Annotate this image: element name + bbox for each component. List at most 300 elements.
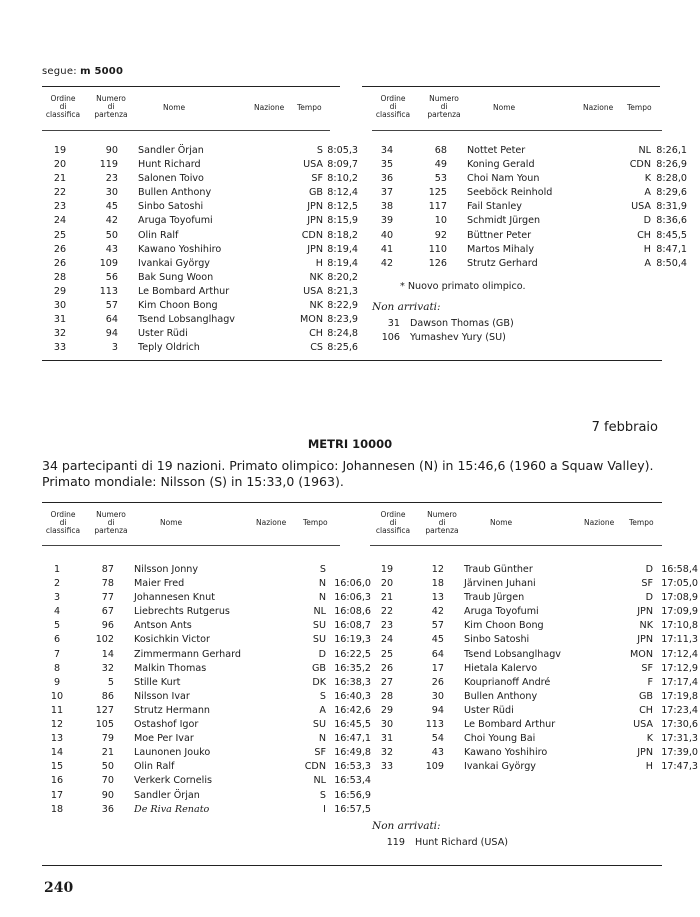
rank-cell: 10 <box>50 690 64 702</box>
rank-cell: 1 <box>53 564 61 575</box>
start-number-cell: 21 <box>101 747 114 759</box>
header-line: di <box>107 518 115 527</box>
header-line: di <box>440 102 448 111</box>
athlete-name-cell: Kawano Yoshihiro <box>138 243 222 255</box>
header-ordine <box>372 511 414 535</box>
nation-cell: K <box>646 733 653 745</box>
athlete-name-cell: Ivankai György <box>138 257 210 269</box>
start-number-cell: 14 <box>101 648 114 660</box>
nation-cell: MON <box>299 314 323 326</box>
time-cell: 8:25,6 <box>327 342 358 354</box>
time-cell: 8:47,1 <box>656 243 687 255</box>
header-line: classifica <box>45 526 81 535</box>
time-cell: 8:12,4 <box>327 187 358 199</box>
table-top-rule <box>42 86 340 87</box>
start-number-cell: 45 <box>105 201 118 213</box>
rank-cell: 37 <box>380 187 394 199</box>
nation-cell: S <box>316 145 323 156</box>
start-number-cell: 54 <box>431 733 444 745</box>
rank-cell: 19 <box>380 564 394 575</box>
nation-cell: DK <box>312 676 326 688</box>
rank-cell: 34 <box>380 145 394 156</box>
nation-cell: NL <box>313 606 326 618</box>
start-number-cell: 43 <box>105 243 118 255</box>
nation-cell: NK <box>309 300 323 312</box>
header-line: Numero <box>96 94 126 103</box>
table-row <box>372 257 687 271</box>
nation-cell: JPN <box>307 215 323 227</box>
table-row <box>372 591 698 605</box>
nation-cell: N <box>318 592 326 604</box>
page-bottom-rule <box>42 865 662 866</box>
dnf-entry <box>383 837 508 848</box>
time-cell: 8:45,5 <box>656 229 687 241</box>
table-row <box>42 214 358 228</box>
rank-cell: 39 <box>380 215 394 227</box>
start-number-cell: 49 <box>434 159 447 171</box>
rank-cell: 21 <box>380 592 394 604</box>
start-number-cell: 110 <box>428 243 447 255</box>
nation-cell: NL <box>313 775 326 787</box>
rank-cell: 42 <box>380 257 394 269</box>
start-number-cell: 45 <box>431 634 444 646</box>
rank-cell: 28 <box>53 271 67 283</box>
header-line: di <box>59 518 67 527</box>
header-bottom-rule <box>370 545 662 546</box>
athlete-name-cell: Le Bombard Arthur <box>464 719 556 731</box>
start-number-cell: 109 <box>425 761 444 773</box>
start-number-cell: 78 <box>101 578 114 590</box>
header-line: classifica <box>45 110 81 119</box>
table-row <box>372 633 698 647</box>
time-cell: 17:47,3 <box>661 761 698 773</box>
time-cell: 16:47,1 <box>334 733 371 745</box>
athlete-name-cell: Sandler Örjan <box>134 789 200 801</box>
header-line: Ordine <box>380 94 406 103</box>
header-numero <box>90 511 132 535</box>
start-number-cell: 12 <box>431 564 444 575</box>
athlete-name-cell: Ivankai György <box>464 761 536 773</box>
start-number-cell: 119 <box>99 159 118 171</box>
rank-cell: 38 <box>380 201 394 213</box>
nation-cell: JPN <box>637 747 653 759</box>
table-row <box>42 648 371 662</box>
athlete-name-cell: Bullen Anthony <box>138 187 212 199</box>
start-number-cell: 94 <box>431 704 444 716</box>
table-top-rule <box>42 502 662 503</box>
nation-cell: USA <box>303 285 323 297</box>
table-row <box>42 662 371 676</box>
table-row <box>372 732 698 746</box>
header-line: Ordine <box>50 94 76 103</box>
nation-cell: D <box>645 592 653 604</box>
nation-cell: CH <box>309 328 323 340</box>
rank-cell: 23 <box>380 620 394 632</box>
athlete-name-cell: Tsend Lobsanglhagv <box>464 648 561 660</box>
rank-cell: 16 <box>50 775 64 787</box>
athlete-name-cell: Fail Stanley <box>467 201 522 213</box>
start-number-cell: 96 <box>101 620 114 632</box>
athlete-name-cell: Johannesen Knut <box>134 592 215 604</box>
rank-cell: 13 <box>50 733 64 745</box>
time-cell: 8:50,4 <box>656 257 687 269</box>
table-row <box>42 605 371 619</box>
header-nome: Nome <box>160 518 183 527</box>
rank-cell: 18 <box>50 803 64 815</box>
header-nome: Nome <box>163 103 186 112</box>
time-cell <box>326 563 371 577</box>
header-line: di <box>107 102 115 111</box>
nation-cell: N <box>318 578 326 590</box>
start-number-cell: 90 <box>105 145 118 156</box>
athlete-name-cell: Seeböck Reinhold <box>467 187 553 199</box>
table-row <box>42 563 371 577</box>
start-number-cell: 18 <box>431 578 444 590</box>
table-top-rule <box>362 86 660 87</box>
time-cell: 8:21,3 <box>327 285 358 297</box>
header-line: Numero <box>96 510 126 519</box>
athlete-name-cell: Aruga Toyofumi <box>138 215 213 227</box>
time-cell: 17:12,9 <box>661 662 698 674</box>
time-cell: 17:17,4 <box>661 676 698 688</box>
athlete-name-cell: Choi Young Bai <box>464 733 536 745</box>
start-number-cell: 57 <box>105 300 118 312</box>
time-cell: 8:18,2 <box>327 229 358 241</box>
rank-cell: 19 <box>53 145 67 156</box>
nation-cell: GB <box>311 662 326 674</box>
time-cell: 16:08,7 <box>334 620 371 632</box>
nation-cell: CDN <box>301 229 323 241</box>
event-intro: 34 partecipanti di 19 nazioni. Primato olimpico: Johannesen (N) in 15:46,6 (1960 a Squaw Valley). Primato mondiale: Nilsson (S) in 15:33,0 (1963). <box>42 458 654 489</box>
table-row <box>372 746 698 760</box>
athlete-name-cell: Schmidt Jürgen <box>467 215 541 227</box>
time-cell: 8:28,0 <box>656 173 687 185</box>
nation-cell: K <box>644 173 651 185</box>
start-number-cell: 90 <box>101 789 114 801</box>
nation-cell: A <box>644 187 651 199</box>
athlete-name-cell: Malkin Thomas <box>134 662 207 674</box>
header-line: Ordine <box>380 510 406 519</box>
start-number-cell: 17 <box>431 662 444 674</box>
nation-cell: SF <box>641 578 653 590</box>
header-nazione: Nazione <box>584 518 615 527</box>
table-row <box>42 327 358 341</box>
time-cell: 8:23,9 <box>327 314 358 326</box>
time-cell: 8:24,8 <box>327 328 358 340</box>
rank-cell: 8 <box>53 662 61 674</box>
table-row <box>372 690 698 704</box>
athlete-name-cell: Ostashof Igor <box>134 719 199 731</box>
athlete-name-cell: Sandler Örjan <box>138 145 204 156</box>
time-cell: 16:42,6 <box>334 704 371 716</box>
start-number-cell: 32 <box>101 662 114 674</box>
time-cell: 16:06,3 <box>334 592 371 604</box>
table-row <box>372 676 698 690</box>
nation-cell: SF <box>314 747 326 759</box>
page-number: 240 <box>44 880 74 896</box>
athlete-name-cell: Moe Per Ivar <box>134 733 194 745</box>
time-cell: 8:12,5 <box>327 201 358 213</box>
rank-cell: 24 <box>380 634 394 646</box>
header-line: di <box>389 102 397 111</box>
athlete-name-cell: Kim Choon Bong <box>138 300 218 312</box>
athlete-name-cell: Kim Choon Bong <box>464 620 544 632</box>
table-row <box>42 789 371 803</box>
header-bottom-rule <box>372 130 662 131</box>
time-cell: 16:53,4 <box>334 775 371 787</box>
nation-cell: SU <box>312 719 326 731</box>
header-numero <box>421 511 463 535</box>
nation-cell: CH <box>637 229 651 241</box>
nation-cell: SF <box>641 662 653 674</box>
rank-cell: 29 <box>380 704 394 716</box>
table-row <box>372 214 687 228</box>
time-cell: 8:31,9 <box>656 201 687 213</box>
rank-cell: 30 <box>380 719 394 731</box>
table-row <box>42 200 358 214</box>
rank-cell: 26 <box>53 257 67 269</box>
dnf-label: Non arrivati: <box>372 301 441 313</box>
athlete-name-cell: Sinbo Satoshi <box>138 201 204 213</box>
start-number-cell: 26 <box>431 676 444 688</box>
nation-cell: SU <box>312 634 326 646</box>
time-cell: 8:19,4 <box>327 257 358 269</box>
table-row <box>42 760 371 774</box>
table-row <box>42 577 371 591</box>
time-cell: 17:05,0 <box>661 578 698 590</box>
nation-cell: USA <box>631 201 651 213</box>
start-number-cell: 64 <box>431 648 444 660</box>
continued-prefix: segue: <box>42 66 77 77</box>
athlete-name-cell: Verkerk Cornelis <box>134 775 212 787</box>
time-cell: 8:26,9 <box>656 159 687 171</box>
rank-cell: 20 <box>53 159 67 171</box>
event-date: 7 febbraio <box>591 420 658 435</box>
header-line: partenza <box>94 110 128 119</box>
header-line: Numero <box>427 510 457 519</box>
athlete-name-cell: Strutz Hermann <box>134 704 211 716</box>
dnf-entry <box>378 332 506 343</box>
table-row <box>372 605 698 619</box>
athlete-name-cell: Launonen Jouko <box>134 747 211 759</box>
time-cell: 17:30,6 <box>661 719 698 731</box>
rank-cell: 28 <box>380 690 394 702</box>
header-line: di <box>389 518 397 527</box>
rank-cell: 31 <box>380 733 394 745</box>
nation-cell: CH <box>639 704 653 716</box>
start-number-cell: 5 <box>107 676 114 688</box>
nation-cell: USA <box>633 719 653 731</box>
nation-cell: CDN <box>304 761 326 773</box>
time-cell: 16:57,5 <box>334 803 371 815</box>
table-row <box>42 313 358 327</box>
header-line: partenza <box>94 526 128 535</box>
time-cell: 8:20,2 <box>327 271 358 283</box>
table-row <box>42 341 358 355</box>
table-row <box>42 271 358 285</box>
header-numero <box>423 95 465 119</box>
time-cell: 17:19,8 <box>661 690 698 702</box>
nation-cell: NK <box>309 271 323 283</box>
table-row <box>372 648 698 662</box>
start-number-cell: 126 <box>428 257 447 269</box>
athlete-name-cell: Stille Kurt <box>134 676 181 688</box>
time-cell: 16:35,2 <box>334 662 371 674</box>
table-row <box>42 803 371 817</box>
time-cell: 17:09,9 <box>661 606 698 618</box>
table-row <box>372 172 687 186</box>
rank-cell: 31 <box>53 314 67 326</box>
athlete-name-cell: Liebrechts Rutgerus <box>134 606 230 618</box>
athlete-name-cell: Traub Jürgen <box>464 592 525 604</box>
athlete-name-cell: Le Bombard Arthur <box>138 285 230 297</box>
table-row <box>42 619 371 633</box>
athlete-name-cell: Järvinen Juhani <box>464 578 536 590</box>
athlete-name-cell: Traub Günther <box>464 564 533 575</box>
start-number-cell: 113 <box>425 719 444 731</box>
rank-cell: 6 <box>53 634 61 646</box>
results-table-5000-right <box>372 144 687 271</box>
time-cell: 16:19,3 <box>334 634 371 646</box>
nation-cell: SU <box>312 620 326 632</box>
athlete-name-cell: Antson Ants <box>134 620 192 632</box>
time-cell: 8:26,1 <box>656 145 687 156</box>
nation-cell: MON <box>629 648 653 660</box>
dnf-entry <box>378 318 514 329</box>
rank-cell: 11 <box>50 704 64 716</box>
rank-cell: 7 <box>53 648 61 660</box>
time-cell: 8:09,7 <box>327 159 358 171</box>
time-cell: 16:45,5 <box>334 719 371 731</box>
table-row <box>42 172 358 186</box>
time-cell: 8:36,6 <box>656 215 687 227</box>
header-line: classifica <box>375 110 411 119</box>
time-cell: 8:19,4 <box>327 243 358 255</box>
start-number-cell: 70 <box>101 775 114 787</box>
table-row <box>42 774 371 788</box>
nation-cell: N <box>318 733 326 745</box>
header-line: Ordine <box>50 510 76 519</box>
rank-cell: 15 <box>50 761 64 773</box>
header-nazione: Nazione <box>256 518 287 527</box>
dnf-number: 119 <box>386 837 405 848</box>
athlete-name-cell: Strutz Gerhard <box>467 257 538 269</box>
header-tempo: Tempo <box>629 518 654 527</box>
time-cell: 8:10,2 <box>327 173 358 185</box>
table-row <box>42 229 358 243</box>
nation-cell: D <box>318 648 326 660</box>
rank-cell: 4 <box>53 606 61 618</box>
start-number-cell: 79 <box>101 733 114 745</box>
athlete-name-cell: Salonen Toivo <box>138 173 204 185</box>
athlete-name-cell: Sinbo Satoshi <box>464 634 530 646</box>
start-number-cell: 50 <box>105 229 118 241</box>
nation-cell: I <box>323 803 326 815</box>
nation-cell: JPN <box>637 634 653 646</box>
nation-cell: S <box>319 789 326 801</box>
results-table-5000-left <box>42 144 358 355</box>
athlete-name-cell: Uster Rüdi <box>464 704 514 716</box>
nation-cell: CDN <box>629 159 651 171</box>
header-line: partenza <box>425 526 459 535</box>
rank-cell: 29 <box>53 285 67 297</box>
table-row <box>42 633 371 647</box>
header-bottom-rule <box>42 545 340 546</box>
start-number-cell: 42 <box>431 606 444 618</box>
header-ordine <box>42 511 84 535</box>
table-row <box>372 662 698 676</box>
rank-cell: 26 <box>380 662 394 674</box>
rank-cell: 3 <box>53 592 61 604</box>
start-number-cell: 30 <box>431 690 444 702</box>
athlete-name-cell: Hietala Kalervo <box>464 662 538 674</box>
start-number-cell: 42 <box>105 215 118 227</box>
results-table-10000-right <box>372 563 698 774</box>
header-tempo: Tempo <box>627 103 652 112</box>
time-cell: 17:08,9 <box>661 592 698 604</box>
athlete-name-cell: Büttner Peter <box>467 229 532 241</box>
start-number-cell: 67 <box>101 606 114 618</box>
nation-cell: USA <box>303 159 323 171</box>
table-row <box>372 243 687 257</box>
table-row <box>42 158 358 172</box>
nation-cell: GB <box>638 690 653 702</box>
continued-heading <box>42 66 123 77</box>
table-row <box>42 718 371 732</box>
start-number-cell: 64 <box>105 314 118 326</box>
athlete-name-cell: Kosichkin Victor <box>134 634 210 646</box>
table-row <box>372 577 698 591</box>
header-line: partenza <box>427 110 461 119</box>
footnote: * Nuovo primato olimpico. <box>400 281 526 292</box>
rank-cell: 9 <box>53 676 61 688</box>
start-number-cell: 43 <box>431 747 444 759</box>
table-row <box>372 760 698 774</box>
time-cell: 16:38,3 <box>334 676 371 688</box>
start-number-cell: 127 <box>95 704 114 716</box>
start-number-cell: 23 <box>105 173 118 185</box>
start-number-cell: 30 <box>105 187 118 199</box>
nation-cell: JPN <box>307 243 323 255</box>
table-row <box>42 144 358 158</box>
athlete-name-cell: Nottet Peter <box>467 145 526 156</box>
time-cell: 8:15,9 <box>327 215 358 227</box>
nation-cell: H <box>645 761 653 773</box>
time-cell: 17:23,4 <box>661 704 698 716</box>
time-cell: 17:11,3 <box>661 634 698 646</box>
table-row <box>372 229 687 243</box>
table-row <box>372 619 698 633</box>
time-cell: 17:12,4 <box>661 648 698 660</box>
table-row <box>42 285 358 299</box>
time-cell: 16:40,3 <box>334 690 371 702</box>
table-row <box>372 563 698 577</box>
continued-event: m 5000 <box>80 66 124 77</box>
start-number-cell: 92 <box>434 229 447 241</box>
time-cell: 17:10,8 <box>661 620 698 632</box>
header-nazione: Nazione <box>254 103 285 112</box>
start-number-cell: 113 <box>99 285 118 297</box>
table-row <box>42 299 358 313</box>
header-nazione: Nazione <box>583 103 614 112</box>
dnf-number: 106 <box>381 332 400 343</box>
rank-cell: 20 <box>380 578 394 590</box>
rank-cell: 32 <box>380 747 394 759</box>
dnf-label: Non arrivati: <box>372 820 441 832</box>
rank-cell: 17 <box>50 789 64 801</box>
start-number-cell: 53 <box>434 173 447 185</box>
nation-cell: S <box>319 690 326 702</box>
